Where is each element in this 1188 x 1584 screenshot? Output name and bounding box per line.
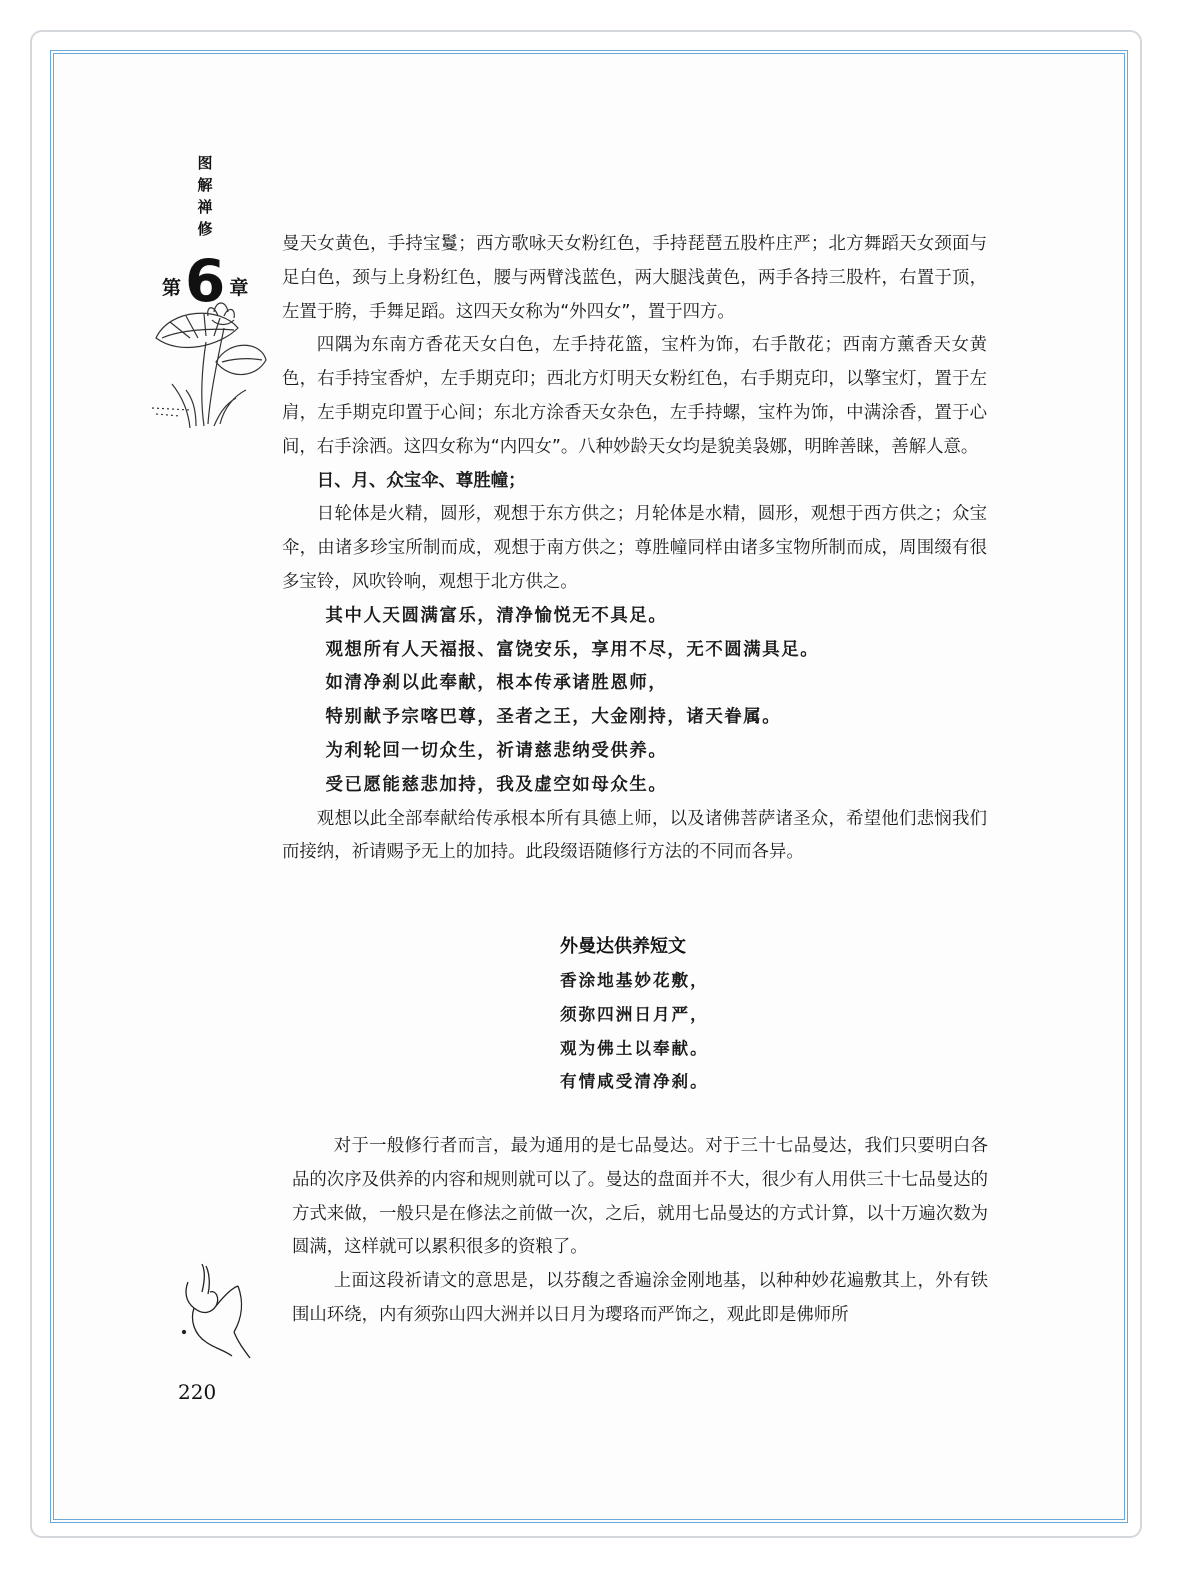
offering-title: 外曼达供养短文 — [560, 936, 686, 957]
lotus-illustration-icon — [150, 298, 268, 428]
prayer-verse-line: 观想所有人天福报、富饶安乐，享用不尽，无不圆满具足。 — [325, 639, 820, 660]
prayer-verse-line: 受已愿能慈悲加持，我及虚空如母众生。 — [325, 774, 668, 795]
side-title-char: 禅 — [197, 198, 213, 216]
body-paragraph: 上面这段祈请文的意思是，以芬馥之香遍涂金刚地基，以种种妙花遍敷其上，外有铁围山环绕，内有须弥山四大洲并以日月为璎珞而严饰之，观此即是佛师所 — [292, 1271, 988, 1325]
offering-verse-line: 观为佛土以奉献。 — [560, 1037, 709, 1058]
offering-verse-block — [560, 930, 860, 1099]
body-paragraph: 四隅为东南方香花天女白色，左手持花篮，宝杵为饰，右手散花；西南方薰香天女黄色，右手持宝香炉，左手期克印；西北方灯明天女粉红色，右手期克印，以擎宝灯，置于左肩，左手期克印置于心间；东北方涂香天女杂色，左手持螺，宝杵为饰，中满涂香，置于心间，右手涂洒。这四女称为“内四女”。八种妙龄天女均是貌美袅娜，明眸善睐，善解人意。 — [282, 335, 987, 457]
body-paragraph: 日轮体是火精，圆形，观想于东方供之；月轮体是水精，圆形，观想于西方供之；众宝伞，由诸多珍宝所制而成，观想于南方供之；尊胜幢同样由诸多宝物所制而成，周围缀有很多宝铃，风吹铃响，观想于北方供之。 — [282, 504, 987, 592]
prayer-verse-line: 如清净刹以此奉献，根本传承诸胜恩师， — [325, 673, 668, 694]
body-paragraph: 观想以此全部奉献给传承根本所有具德上师，以及诸佛菩萨诸圣众，希望他们悲悯我们而接纳，祈请赐予无上的加持。此段缀语随修行方法的不同而各异。 — [282, 808, 987, 863]
prayer-verse-line: 为利轮回一切众生，祈请慈悲纳受供养。 — [325, 740, 668, 761]
page-number: 220 — [178, 1380, 217, 1404]
prayer-verse-line: 特别献予宗喀巴尊，圣者之王，大金刚持，诸天眷属。 — [325, 707, 782, 728]
section-heading-line: 日、月、众宝伞、尊胜幢； — [316, 470, 526, 491]
mudra-hand-icon — [176, 1262, 256, 1360]
chapter-prefix: 第 — [162, 277, 182, 299]
main-text-block — [282, 228, 987, 870]
side-title-char: 图 — [197, 154, 213, 172]
chapter-number: 6 — [185, 247, 226, 315]
chapter-suffix: 章 — [229, 277, 249, 299]
body-paragraph: 曼天女黄色，手持宝鬘；西方歌咏天女粉红色，手持琵琶五股杵庄严；北方舞蹈天女颈面与足白色，颈与上身粉红色，腰与两臂浅蓝色，两大腿浅黄色，两手各持三股杵，右置于顶，左置于胯，手舞足蹈。这四天女称为“外四女”，置于四方。 — [282, 234, 987, 322]
closing-text-block — [292, 1130, 988, 1333]
offering-verse-line: 须弥四洲日月严， — [560, 1003, 709, 1024]
side-title-char: 解 — [197, 176, 213, 194]
book-side-title — [194, 152, 216, 240]
offering-verse-line: 香涂地基妙花敷， — [560, 970, 709, 990]
side-title-char: 修 — [197, 220, 213, 238]
prayer-verse-line: 其中人天圆满富乐，清净愉悦无不具足。 — [325, 605, 668, 626]
offering-verse-line: 有情咸受清净刹。 — [560, 1071, 709, 1092]
body-paragraph: 对于一般修行者而言，最为通用的是七品曼达。对于三十七品曼达，我们只要明白各品的次序及供养的内容和规则就可以了。曼达的盘面并不大，很少有人用供三十七品曼达的方式来做，一般只是在修法之前做一次，之后，就用七品曼达的方式计算，以十万遍次数为圆满，这样就可以累积很多的资粮了。 — [292, 1136, 988, 1258]
